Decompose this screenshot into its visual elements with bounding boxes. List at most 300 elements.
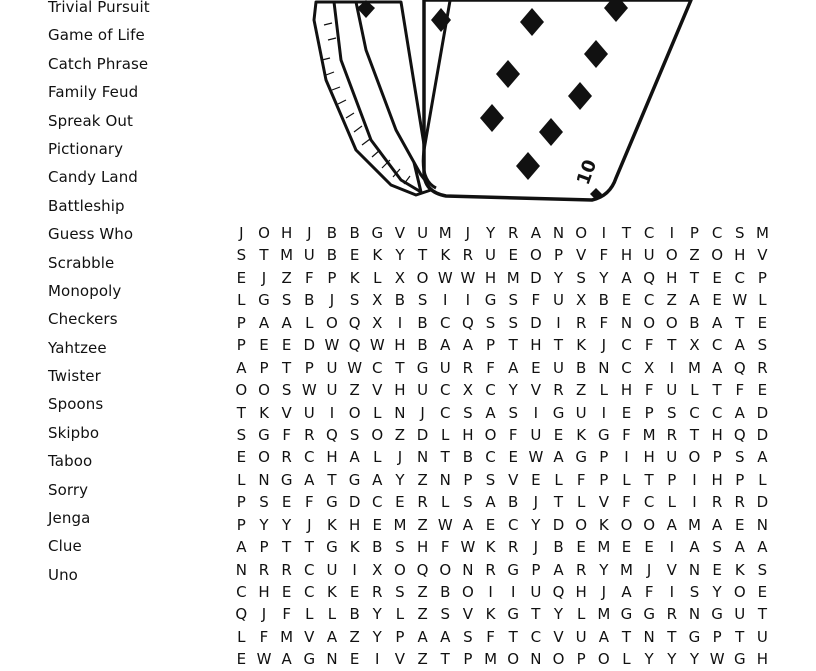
grid-letter: T xyxy=(689,425,700,444)
grid-letter: T xyxy=(667,627,677,646)
grid-letter: I xyxy=(692,493,697,512)
grid-letter: M xyxy=(393,515,407,534)
grid-letter: G xyxy=(552,403,565,422)
grid-letter: X xyxy=(576,291,587,310)
grid-letter: S xyxy=(236,425,247,444)
grid-letter: T xyxy=(236,403,246,422)
grid-letter: E xyxy=(508,246,518,265)
grid-letter: O xyxy=(484,425,497,444)
grid-row xyxy=(230,626,774,648)
grid-letter: R xyxy=(417,493,428,512)
grid-letter: R xyxy=(462,358,474,377)
grid-letter: P xyxy=(757,268,767,287)
grid-letter: H xyxy=(575,583,587,601)
grid-letter: R xyxy=(666,605,678,624)
grid-letter: Y xyxy=(485,224,496,242)
grid-letter: O xyxy=(575,515,588,534)
grid-letter: D xyxy=(348,493,361,512)
grid-letter: E xyxy=(395,493,405,512)
grid-letter: D xyxy=(530,313,542,332)
grid-letter: Q xyxy=(348,336,361,355)
grid-letter: S xyxy=(395,583,405,601)
grid-letter: O xyxy=(507,650,520,669)
grid-letter: K xyxy=(576,425,587,444)
grid-letter: M xyxy=(687,515,701,534)
grid-letter: C xyxy=(643,493,655,512)
word-list-item: Spoons xyxy=(48,395,104,414)
grid-letter: M xyxy=(687,358,701,377)
grid-letter: S xyxy=(349,291,360,310)
grid-letter: Y xyxy=(282,515,292,534)
word-list-item: Scrabble xyxy=(48,253,115,272)
grid-letter: L xyxy=(395,605,405,624)
grid-letter: U xyxy=(734,605,746,624)
grid-letter: C xyxy=(439,403,451,422)
grid-letter: J xyxy=(533,538,539,557)
grid-letter: I xyxy=(329,403,335,422)
grid-letter: W xyxy=(301,381,317,400)
grid-letter: S xyxy=(349,425,360,444)
grid-letter: R xyxy=(553,381,564,400)
word-list-item: Yahtzee xyxy=(48,338,107,357)
grid-letter: A xyxy=(757,448,768,467)
grid-letter: T xyxy=(304,538,314,557)
grid-letter: V xyxy=(666,560,677,579)
grid-letter: C xyxy=(689,403,700,422)
grid-letter: X xyxy=(644,358,655,377)
grid-letter: S xyxy=(508,403,518,422)
grid-letter: S xyxy=(463,403,473,422)
grid-letter: P xyxy=(689,224,699,242)
grid-letter: K xyxy=(259,403,269,422)
grid-row xyxy=(230,603,774,625)
word-list-item: Jenga xyxy=(48,509,91,528)
grid-letter: E xyxy=(621,291,632,310)
grid-letter: A xyxy=(711,515,723,534)
grid-letter: W xyxy=(347,358,363,377)
grid-letter: T xyxy=(440,650,450,669)
grid-letter: Z xyxy=(281,268,292,287)
grid-letter: A xyxy=(281,650,292,669)
grid-letter: U xyxy=(485,246,497,265)
word-list-item: Catch Phrase xyxy=(48,54,149,73)
grid-letter: O xyxy=(665,246,678,265)
word-list-item: Uno xyxy=(48,565,78,584)
grid-letter: B xyxy=(417,336,428,355)
grid-letter: Y xyxy=(553,268,564,287)
grid-letter: R xyxy=(666,425,678,444)
grid-letter: R xyxy=(711,493,723,512)
grid-letter: X xyxy=(372,291,383,310)
grid-letter: M xyxy=(597,605,611,624)
grid-letter: M xyxy=(506,268,520,287)
grid-letter: U xyxy=(417,224,429,242)
grid-letter: W xyxy=(256,650,272,669)
grid-letter: I xyxy=(510,583,516,601)
grid-letter: C xyxy=(507,515,519,534)
grid-letter: E xyxy=(712,268,722,287)
grid-letter: Y xyxy=(372,605,382,624)
grid-letter: S xyxy=(281,381,292,400)
grid-letter: P xyxy=(531,560,541,579)
grid-letter: P xyxy=(259,538,269,557)
grid-letter: E xyxy=(757,583,768,601)
grid-letter: F xyxy=(508,425,518,444)
grid-letter: C xyxy=(439,313,451,332)
grid-letter: B xyxy=(372,538,383,557)
grid-letter: H xyxy=(620,246,633,265)
grid-letter: S xyxy=(395,538,405,557)
grid-letter: L xyxy=(327,605,337,624)
grid-letter: S xyxy=(757,336,768,355)
grid-letter: F xyxy=(304,493,314,512)
grid-letter: A xyxy=(485,493,496,512)
grid-letter: J xyxy=(646,560,652,579)
grid-letter: G xyxy=(303,650,316,669)
grid-letter: V xyxy=(394,224,406,242)
grid-letter: M xyxy=(280,246,294,265)
grid-letter: B xyxy=(462,448,474,467)
grid-letter: B xyxy=(349,224,360,242)
grid-letter: P xyxy=(599,470,609,489)
grid-letter: C xyxy=(643,291,655,310)
grid-letter: N xyxy=(258,470,270,489)
grid-letter: F xyxy=(259,627,269,646)
grid-letter: T xyxy=(553,493,564,512)
grid-letter: I xyxy=(397,313,403,332)
grid-letter: H xyxy=(530,336,542,355)
grid-letter: P xyxy=(553,246,564,265)
word-list-item: Guess Who xyxy=(48,225,134,244)
grid-letter: U xyxy=(326,560,338,579)
grid-letter: R xyxy=(575,313,587,332)
grid-letter: G xyxy=(643,605,655,624)
grid-letter: T xyxy=(621,224,632,242)
grid-letter: W xyxy=(460,268,476,287)
grid-letter: C xyxy=(621,336,632,355)
grid-letter: T xyxy=(395,358,405,377)
grid-letter: A xyxy=(417,627,428,646)
grid-letter: G xyxy=(326,538,338,557)
grid-letter: N xyxy=(643,627,655,646)
grid-letter: O xyxy=(575,224,588,242)
grid-letter: F xyxy=(440,538,450,557)
grid-letter: K xyxy=(349,538,360,557)
grid-letter: U xyxy=(326,381,338,400)
grid-letter: P xyxy=(259,358,269,377)
grid-letter: A xyxy=(734,336,745,355)
grid-letter: T xyxy=(553,336,564,355)
grid-letter: P xyxy=(304,358,314,377)
grid-letter: Z xyxy=(417,583,428,601)
word-list-item: Clue xyxy=(48,537,82,556)
grid-letter: O xyxy=(258,224,270,242)
grid-letter: C xyxy=(485,448,496,467)
grid-letter: G xyxy=(507,605,520,624)
word-list-item: Taboo xyxy=(48,452,93,471)
grid-letter: F xyxy=(282,605,291,624)
grid-letter: T xyxy=(757,605,767,624)
grid-letter: V xyxy=(372,381,383,400)
grid-letter: J xyxy=(329,291,335,310)
grid-letter: S xyxy=(508,313,518,332)
grid-letter: T xyxy=(440,448,450,467)
grid-letter: E xyxy=(349,583,360,601)
grid-letter: S xyxy=(417,291,428,310)
word-list-item: Twister xyxy=(48,367,101,386)
grid-letter: A xyxy=(258,313,270,332)
grid-letter: G xyxy=(280,470,293,489)
grid-letter: O xyxy=(552,650,565,669)
grid-letter: A xyxy=(621,583,632,601)
grid-letter: B xyxy=(576,358,587,377)
grid-letter: F xyxy=(599,313,609,332)
grid-letter: S xyxy=(485,470,496,489)
grid-letter: S xyxy=(576,268,586,287)
grid-letter: E xyxy=(281,336,292,355)
grid-letter: C xyxy=(236,583,247,601)
grid-letter: Z xyxy=(576,381,587,400)
grid-letter: G xyxy=(326,493,338,512)
grid-letter: C xyxy=(711,336,723,355)
grid-letter: L xyxy=(237,470,246,489)
grid-row xyxy=(230,402,774,424)
word-list-item: Pictionary xyxy=(48,139,124,158)
word-list-item: Candy Land xyxy=(48,168,138,187)
grid-letter: A xyxy=(462,515,474,534)
grid-letter: I xyxy=(669,358,675,377)
grid-letter: R xyxy=(734,493,745,512)
grid-letter: O xyxy=(620,515,633,534)
grid-letter: R xyxy=(485,560,496,579)
grid-letter: X xyxy=(372,313,383,332)
grid-letter: E xyxy=(372,515,382,534)
grid-letter: T xyxy=(689,268,700,287)
grid-letter: J xyxy=(397,448,403,467)
grid-letter: N xyxy=(416,448,429,467)
grid-letter: I xyxy=(692,470,697,489)
grid-letter: T xyxy=(282,358,292,377)
word-list-item: Trivial Pursuit xyxy=(48,0,150,16)
grid-letter: F xyxy=(576,470,586,489)
grid-letter: N xyxy=(756,515,769,534)
grid-letter: K xyxy=(327,515,337,534)
grid-letter: L xyxy=(373,403,382,422)
grid-letter: L xyxy=(373,268,382,287)
grid-letter: N xyxy=(688,560,701,579)
grid-letter: S xyxy=(463,627,473,646)
grid-letter: T xyxy=(712,381,722,400)
grid-letter: E xyxy=(712,291,722,310)
grid-letter: O xyxy=(394,560,406,579)
grid-letter: C xyxy=(621,358,632,377)
grid-letter: B xyxy=(689,313,700,332)
grid-letter: D xyxy=(303,336,316,355)
grid-letter: A xyxy=(553,448,564,467)
grid-row xyxy=(230,222,774,244)
grid-letter: L xyxy=(690,381,699,400)
grid-letter: H xyxy=(711,425,723,444)
grid-letter: T xyxy=(735,313,745,332)
grid-letter: J xyxy=(533,493,539,512)
grid-letter: O xyxy=(529,246,542,265)
grid-letter: A xyxy=(485,403,496,422)
grid-letter: Z xyxy=(394,425,406,444)
grid-letter: R xyxy=(281,448,292,467)
grid-letter: E xyxy=(757,313,768,332)
grid-letter: H xyxy=(394,381,406,400)
grid-letter: R xyxy=(281,560,292,579)
grid-letter: L xyxy=(305,313,314,332)
grid-letter: I xyxy=(669,538,675,557)
grid-letter: F xyxy=(531,291,541,310)
grid-letter: H xyxy=(326,448,338,467)
grid-letter: N xyxy=(552,224,565,242)
grid-letter: Z xyxy=(417,515,428,534)
grid-letter: F xyxy=(644,336,654,355)
grid-letter: P xyxy=(463,650,473,669)
grid-letter: C xyxy=(734,268,745,287)
grid-letter: P xyxy=(576,650,586,669)
grid-letter: T xyxy=(621,627,632,646)
grid-letter: A xyxy=(689,291,700,310)
grid-letter: C xyxy=(304,583,315,601)
grid-letter: N xyxy=(620,313,633,332)
grid-letter: L xyxy=(622,470,631,489)
grid-letter: G xyxy=(416,358,429,377)
grid-letter: L xyxy=(758,470,767,489)
grid-letter: H xyxy=(394,336,406,355)
grid-letter: E xyxy=(757,381,768,400)
grid-letter: A xyxy=(326,627,338,646)
grid-letter: S xyxy=(259,493,269,512)
grid-letter: V xyxy=(508,470,519,489)
grid-letter: Q xyxy=(326,425,338,444)
grid-letter: I xyxy=(556,313,561,332)
grid-letter: C xyxy=(643,224,655,242)
grid-letter: V xyxy=(394,650,406,669)
word-list-item: Game of Life xyxy=(48,26,145,45)
grid-letter: H xyxy=(711,470,723,489)
grid-letter: G xyxy=(688,627,701,646)
grid-letter: U xyxy=(303,403,315,422)
grid-letter: Z xyxy=(666,291,677,310)
grid-row xyxy=(230,357,774,379)
grid-letter: G xyxy=(371,224,384,242)
grid-letter: G xyxy=(484,291,497,310)
grid-letter: O xyxy=(461,583,474,601)
word-list xyxy=(48,0,150,589)
grid-letter: U xyxy=(303,246,315,265)
grid-letter: R xyxy=(462,246,474,265)
grid-letter: U xyxy=(326,358,338,377)
grid-letter: J xyxy=(307,224,312,242)
grid-letter: H xyxy=(281,224,293,242)
grid-letter: E xyxy=(259,336,269,355)
grid-letter: Z xyxy=(689,246,700,265)
grid-letter: S xyxy=(667,403,677,422)
grid-letter: E xyxy=(712,560,722,579)
grid-letter: Y xyxy=(508,381,518,400)
grid-letter: H xyxy=(484,268,497,287)
grid-letter: K xyxy=(349,268,360,287)
grid-letter: D xyxy=(756,493,769,512)
grid-letter: M xyxy=(620,560,633,579)
grid-letter: O xyxy=(258,381,270,400)
grid-letter: R xyxy=(507,538,519,557)
grid-letter: M xyxy=(484,650,498,669)
grid-letter: T xyxy=(644,470,654,489)
grid-letter: V xyxy=(598,493,609,512)
grid-letter: Y xyxy=(667,650,677,669)
grid-letter: M xyxy=(280,627,294,646)
word-list-item: Sorry xyxy=(48,480,89,499)
grid-letter: E xyxy=(621,538,632,557)
grid-letter: K xyxy=(576,336,587,355)
grid-letter: W xyxy=(528,448,544,467)
grid-letter: Y xyxy=(712,583,722,601)
grid-letter: E xyxy=(485,515,496,534)
grid-letter: N xyxy=(688,605,701,624)
grid-letter: E xyxy=(236,650,247,669)
grid-letter: A xyxy=(462,336,474,355)
grid-letter: U xyxy=(530,425,542,444)
grid-letter: Y xyxy=(599,268,609,287)
grid-letter: W xyxy=(369,336,385,355)
grid-letter: A xyxy=(689,538,700,557)
grid-letter: W xyxy=(437,515,453,534)
grid-letter: E xyxy=(644,538,654,557)
grid-letter: L xyxy=(599,381,608,400)
grid-letter: G xyxy=(348,470,361,489)
grid-letter: C xyxy=(485,381,496,400)
grid-letter: U xyxy=(575,403,587,422)
grid-letter: T xyxy=(417,246,428,265)
grid-letter: T xyxy=(735,627,745,646)
grid-letter: V xyxy=(281,403,292,422)
grid-letter: S xyxy=(689,583,700,601)
grid-letter: M xyxy=(597,538,611,557)
grid-letter: W xyxy=(460,538,476,557)
grid-letter: G xyxy=(258,425,270,444)
grid-letter: F xyxy=(599,246,609,265)
grid-letter: U xyxy=(643,246,655,265)
word-list-item: Skipbo xyxy=(48,423,100,442)
grid-row xyxy=(230,289,774,311)
grid-row xyxy=(230,379,774,401)
grid-letter: N xyxy=(462,560,474,579)
grid-letter: W xyxy=(324,336,340,355)
grid-letter: G xyxy=(620,605,633,624)
grid-letter: P xyxy=(327,268,337,287)
grid-letter: U xyxy=(439,358,451,377)
grid-letter: K xyxy=(734,560,745,579)
grid-letter: Y xyxy=(395,246,405,265)
grid-letter: V xyxy=(576,246,587,265)
grid-letter: F xyxy=(486,358,495,377)
grid-letter: R xyxy=(372,583,383,601)
grid-letter: H xyxy=(666,268,678,287)
grid-letter: C xyxy=(711,224,723,242)
grid-letter: H xyxy=(416,538,429,557)
grid-letter: O xyxy=(733,583,746,601)
grid-letter: S xyxy=(508,291,518,310)
grid-letter: O xyxy=(235,381,248,400)
grid-letter: A xyxy=(553,560,564,579)
grid-letter: A xyxy=(530,224,541,242)
grid-letter: E xyxy=(349,246,360,265)
grid-letter: V xyxy=(553,627,564,646)
